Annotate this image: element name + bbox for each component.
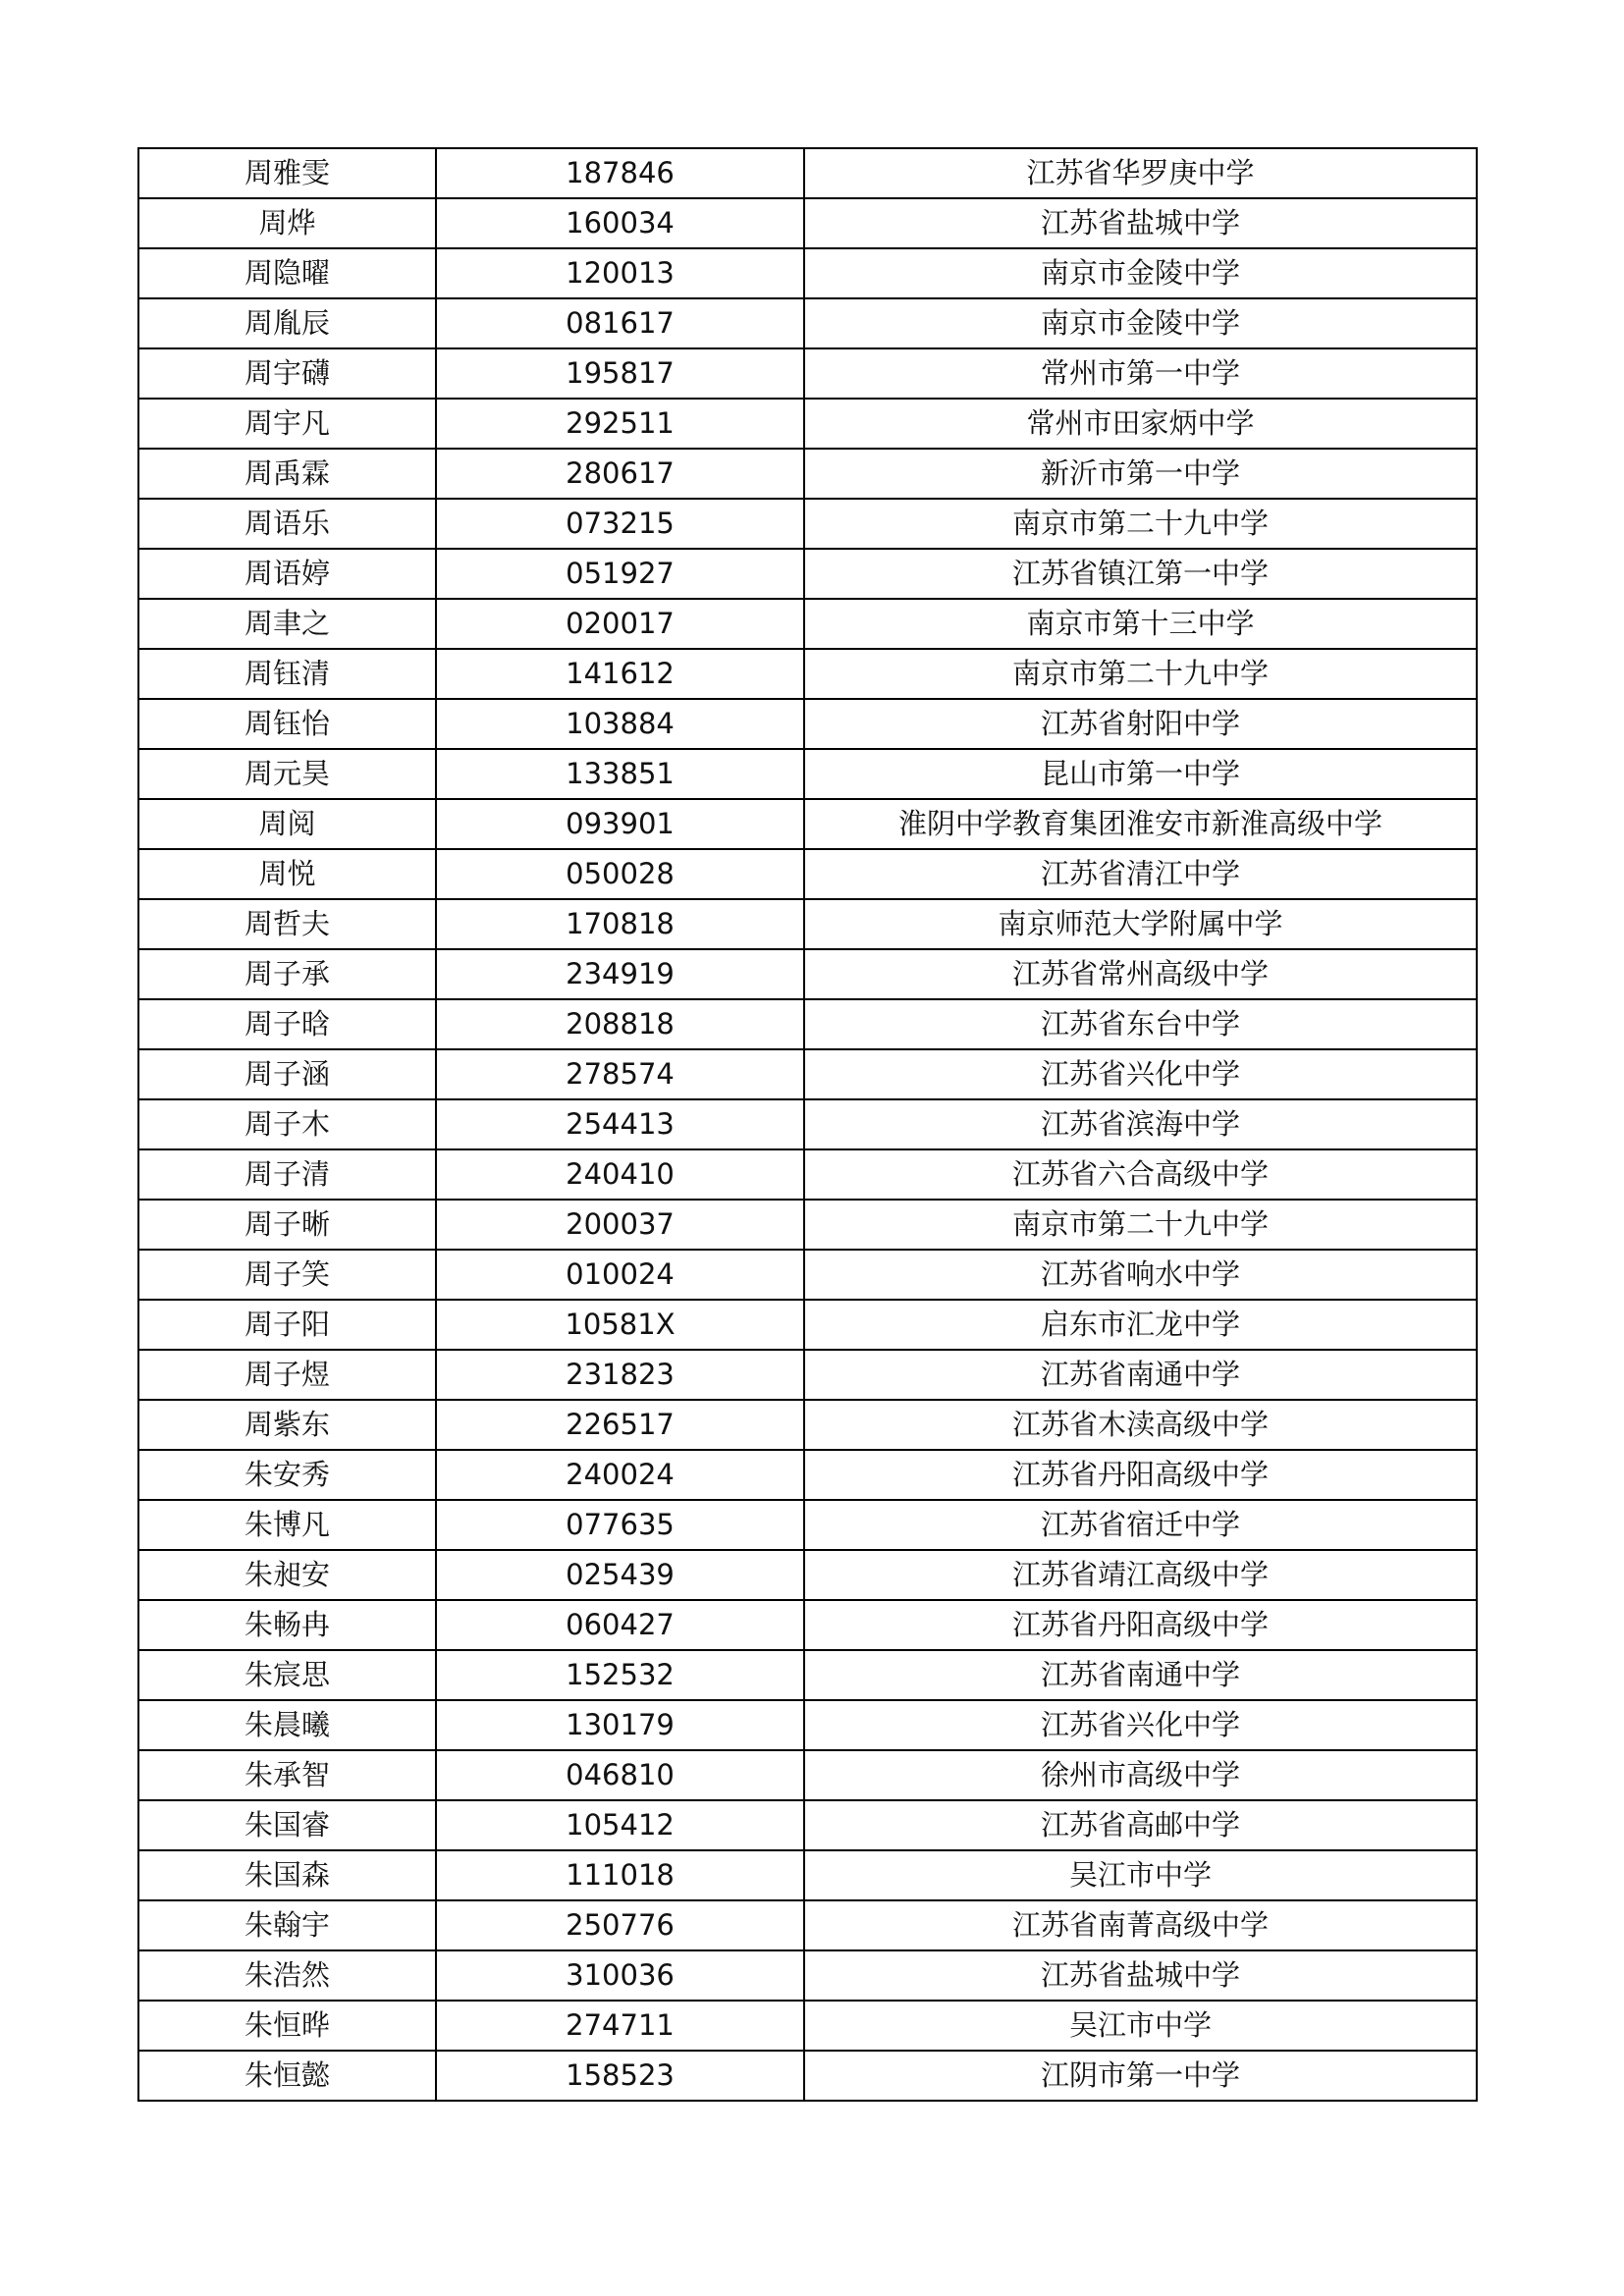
student-name-cell: 周烨: [138, 198, 436, 248]
table-row: [138, 1550, 1477, 1600]
school-name-cell: 江苏省常州高级中学: [804, 949, 1477, 999]
table-row: [138, 1600, 1477, 1650]
student-name-cell: 朱国森: [138, 1850, 436, 1900]
table-row: [138, 1400, 1477, 1450]
student-id-cell: 208818: [436, 999, 804, 1049]
student-name-cell: 朱昶安: [138, 1550, 436, 1600]
school-name-cell: 江苏省清江中学: [804, 849, 1477, 899]
table-row: [138, 1650, 1477, 1700]
student-id-cell: 111018: [436, 1850, 804, 1900]
table-row: [138, 549, 1477, 599]
table-row: [138, 499, 1477, 549]
school-name-cell: 江苏省南菁高级中学: [804, 1900, 1477, 1950]
student-name-cell: 朱国睿: [138, 1800, 436, 1850]
roster-table: [137, 147, 1478, 2102]
table-row: [138, 1300, 1477, 1350]
student-name-cell: 朱晨曦: [138, 1700, 436, 1750]
student-name-cell: 周紫东: [138, 1400, 436, 1450]
student-name-cell: 周子承: [138, 949, 436, 999]
table-row: [138, 899, 1477, 949]
table-row: [138, 1950, 1477, 2001]
student-name-cell: 周聿之: [138, 599, 436, 649]
table-row: [138, 1750, 1477, 1800]
school-name-cell: 江苏省东台中学: [804, 999, 1477, 1049]
table-row: [138, 148, 1477, 198]
student-name-cell: 周宇礴: [138, 348, 436, 399]
school-name-cell: 江苏省滨海中学: [804, 1099, 1477, 1149]
student-id-cell: 141612: [436, 649, 804, 699]
student-id-cell: 060427: [436, 1600, 804, 1650]
student-name-cell: 朱恒懿: [138, 2051, 436, 2101]
school-name-cell: 江苏省丹阳高级中学: [804, 1600, 1477, 1650]
school-name-cell: 淮阴中学教育集团淮安市新淮高级中学: [804, 799, 1477, 849]
school-name-cell: 常州市田家炳中学: [804, 399, 1477, 449]
school-name-cell: 南京市金陵中学: [804, 298, 1477, 348]
table-row: [138, 2001, 1477, 2051]
student-id-cell: 077635: [436, 1500, 804, 1550]
table-row: [138, 449, 1477, 499]
student-id-cell: 160034: [436, 198, 804, 248]
table-row: [138, 699, 1477, 749]
school-name-cell: 江苏省盐城中学: [804, 1950, 1477, 2001]
table-row: [138, 2051, 1477, 2101]
student-name-cell: 周子晗: [138, 999, 436, 1049]
student-id-cell: 280617: [436, 449, 804, 499]
student-name-cell: 朱安秀: [138, 1450, 436, 1500]
school-name-cell: 昆山市第一中学: [804, 749, 1477, 799]
table-row: [138, 849, 1477, 899]
student-name-cell: 周子涵: [138, 1049, 436, 1099]
student-name-cell: 周语乐: [138, 499, 436, 549]
student-id-cell: 187846: [436, 148, 804, 198]
student-name-cell: 周钰清: [138, 649, 436, 699]
table-row: [138, 1450, 1477, 1500]
student-id-cell: 073215: [436, 499, 804, 549]
student-id-cell: 170818: [436, 899, 804, 949]
school-name-cell: 江苏省高邮中学: [804, 1800, 1477, 1850]
school-name-cell: 江苏省南通中学: [804, 1650, 1477, 1700]
student-id-cell: 093901: [436, 799, 804, 849]
student-id-cell: 240024: [436, 1450, 804, 1500]
student-name-cell: 周雅雯: [138, 148, 436, 198]
table-row: [138, 1900, 1477, 1950]
table-row: [138, 1700, 1477, 1750]
student-id-cell: 120013: [436, 248, 804, 298]
student-name-cell: 周子煜: [138, 1350, 436, 1400]
student-name-cell: 周宇凡: [138, 399, 436, 449]
table-row: [138, 1850, 1477, 1900]
table-row: [138, 1250, 1477, 1300]
student-name-cell: 周语婷: [138, 549, 436, 599]
school-name-cell: 南京市金陵中学: [804, 248, 1477, 298]
student-id-cell: 10581X: [436, 1300, 804, 1350]
student-name-cell: 朱承智: [138, 1750, 436, 1800]
table-row: [138, 198, 1477, 248]
table-row: [138, 399, 1477, 449]
table-row: [138, 1200, 1477, 1250]
student-id-cell: 274711: [436, 2001, 804, 2051]
table-row: [138, 1149, 1477, 1200]
school-name-cell: 南京市第二十九中学: [804, 499, 1477, 549]
student-name-cell: 朱恒晔: [138, 2001, 436, 2051]
school-name-cell: 常州市第一中学: [804, 348, 1477, 399]
student-name-cell: 朱畅冉: [138, 1600, 436, 1650]
student-name-cell: 周元昊: [138, 749, 436, 799]
student-id-cell: 025439: [436, 1550, 804, 1600]
student-id-cell: 292511: [436, 399, 804, 449]
school-name-cell: 江苏省宿迁中学: [804, 1500, 1477, 1550]
school-name-cell: 江阴市第一中学: [804, 2051, 1477, 2101]
student-id-cell: 152532: [436, 1650, 804, 1700]
school-name-cell: 南京市第二十九中学: [804, 1200, 1477, 1250]
student-id-cell: 195817: [436, 348, 804, 399]
student-id-cell: 050028: [436, 849, 804, 899]
student-id-cell: 020017: [436, 599, 804, 649]
student-id-cell: 226517: [436, 1400, 804, 1450]
student-name-cell: 周禹霖: [138, 449, 436, 499]
student-id-cell: 051927: [436, 549, 804, 599]
table-row: [138, 649, 1477, 699]
table-row: [138, 1099, 1477, 1149]
student-name-cell: 周悦: [138, 849, 436, 899]
table-row: [138, 298, 1477, 348]
table-row: [138, 999, 1477, 1049]
school-name-cell: 江苏省响水中学: [804, 1250, 1477, 1300]
student-id-cell: 310036: [436, 1950, 804, 2001]
student-name-cell: 周钰怡: [138, 699, 436, 749]
student-id-cell: 200037: [436, 1200, 804, 1250]
table-row: [138, 1500, 1477, 1550]
student-name-cell: 周胤辰: [138, 298, 436, 348]
student-id-cell: 081617: [436, 298, 804, 348]
table-row: [138, 1350, 1477, 1400]
student-id-cell: 010024: [436, 1250, 804, 1300]
table-row: [138, 248, 1477, 298]
table-row: [138, 1800, 1477, 1850]
student-id-cell: 278574: [436, 1049, 804, 1099]
student-name-cell: 朱翰宇: [138, 1900, 436, 1950]
student-id-cell: 105412: [436, 1800, 804, 1850]
student-id-cell: 234919: [436, 949, 804, 999]
table-row: [138, 348, 1477, 399]
school-name-cell: 江苏省兴化中学: [804, 1700, 1477, 1750]
table-row: [138, 1049, 1477, 1099]
school-name-cell: 江苏省丹阳高级中学: [804, 1450, 1477, 1500]
student-id-cell: 130179: [436, 1700, 804, 1750]
student-name-cell: 朱博凡: [138, 1500, 436, 1550]
school-name-cell: 南京市第十三中学: [804, 599, 1477, 649]
table-row: [138, 749, 1477, 799]
student-id-cell: 240410: [436, 1149, 804, 1200]
school-name-cell: 吴江市中学: [804, 1850, 1477, 1900]
student-name-cell: 周子晰: [138, 1200, 436, 1250]
student-name-cell: 周子木: [138, 1099, 436, 1149]
student-name-cell: 周哲夫: [138, 899, 436, 949]
school-name-cell: 江苏省南通中学: [804, 1350, 1477, 1400]
school-name-cell: 江苏省射阳中学: [804, 699, 1477, 749]
school-name-cell: 江苏省六合高级中学: [804, 1149, 1477, 1200]
student-id-cell: 254413: [436, 1099, 804, 1149]
school-name-cell: 江苏省木渎高级中学: [804, 1400, 1477, 1450]
school-name-cell: 南京市第二十九中学: [804, 649, 1477, 699]
student-id-cell: 250776: [436, 1900, 804, 1950]
school-name-cell: 江苏省华罗庚中学: [804, 148, 1477, 198]
table-row: [138, 949, 1477, 999]
school-name-cell: 江苏省盐城中学: [804, 198, 1477, 248]
school-name-cell: 新沂市第一中学: [804, 449, 1477, 499]
student-id-cell: 158523: [436, 2051, 804, 2101]
school-name-cell: 江苏省靖江高级中学: [804, 1550, 1477, 1600]
table-row: [138, 799, 1477, 849]
school-name-cell: 江苏省兴化中学: [804, 1049, 1477, 1099]
student-id-cell: 046810: [436, 1750, 804, 1800]
student-name-cell: 朱浩然: [138, 1950, 436, 2001]
school-name-cell: 启东市汇龙中学: [804, 1300, 1477, 1350]
student-name-cell: 周子清: [138, 1149, 436, 1200]
table-row: [138, 599, 1477, 649]
school-name-cell: 徐州市高级中学: [804, 1750, 1477, 1800]
student-id-cell: 103884: [436, 699, 804, 749]
school-name-cell: 吴江市中学: [804, 2001, 1477, 2051]
school-name-cell: 江苏省镇江第一中学: [804, 549, 1477, 599]
student-name-cell: 周隐曜: [138, 248, 436, 298]
school-name-cell: 南京师范大学附属中学: [804, 899, 1477, 949]
student-id-cell: 231823: [436, 1350, 804, 1400]
roster-body: [138, 148, 1477, 2101]
student-name-cell: 周子阳: [138, 1300, 436, 1350]
student-name-cell: 朱宸思: [138, 1650, 436, 1700]
student-name-cell: 周阅: [138, 799, 436, 849]
student-name-cell: 周子笑: [138, 1250, 436, 1300]
student-id-cell: 133851: [436, 749, 804, 799]
